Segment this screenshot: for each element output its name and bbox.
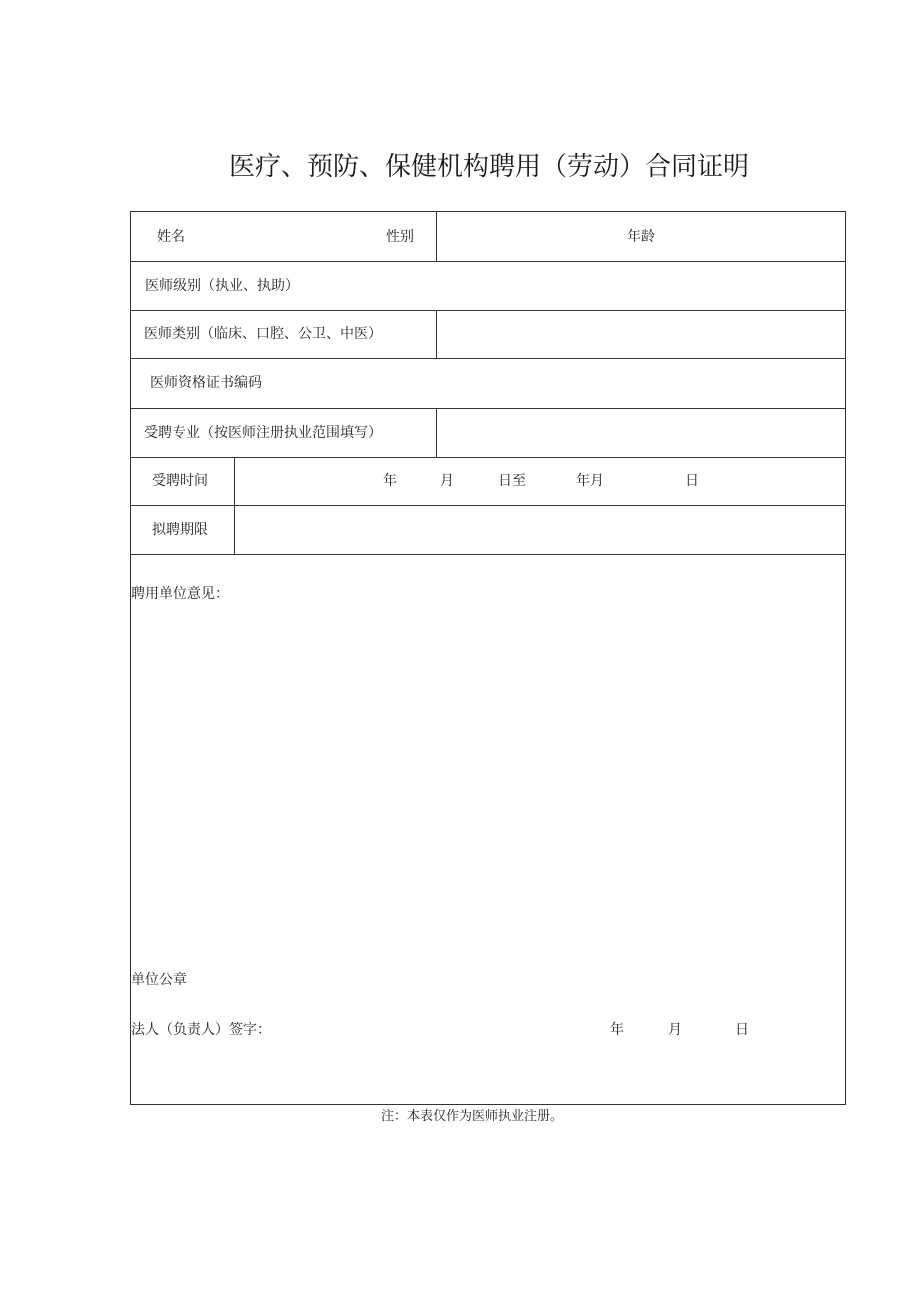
hire-period-label: 拟聘期限 [152,522,208,538]
hire-start-year: 年 [383,473,397,489]
column-divider [436,408,437,457]
row-divider [130,261,846,262]
hire-end-day: 日 [685,473,699,489]
signature-label: 法人（负责人）签字： [131,1022,271,1038]
row-divider [130,358,846,359]
row-divider [130,554,846,555]
column-divider [436,211,437,261]
employer-opinion-label: 聘用单位意见： [131,586,229,602]
unit-seal-label: 单位公章 [131,972,187,988]
signature-month: 月 [668,1022,682,1038]
column-divider [436,310,437,358]
hire-end-year-month: 年月 [576,473,604,489]
gender-label: 性别 [386,229,414,245]
signature-year: 年 [610,1022,624,1038]
row-divider [130,408,846,409]
name-label: 姓名 [157,229,185,245]
certificate-code-label: 医师资格证书编码 [150,375,262,391]
footnote: 注：本表仅作为医师执业注册。 [381,1109,564,1124]
page-title: 医疗、预防、保健机构聘用（劳动）合同证明 [228,152,749,182]
age-label: 年龄 [627,229,655,245]
row-divider [130,505,846,506]
hire-start-day-to: 日至 [498,473,526,489]
column-divider [234,457,235,554]
form-table [130,211,846,1105]
physician-level-label: 医师级别（执业、执助） [145,278,299,294]
physician-category-label: 医师类别（临床、口腔、公卫、中医） [144,326,382,342]
signature-day: 日 [735,1022,749,1038]
row-divider [130,310,846,311]
hire-start-month: 月 [440,473,454,489]
hire-time-label: 受聘时间 [152,473,208,489]
row-divider [130,457,846,458]
specialty-label: 受聘专业（按医师注册执业范围填写） [144,425,382,441]
